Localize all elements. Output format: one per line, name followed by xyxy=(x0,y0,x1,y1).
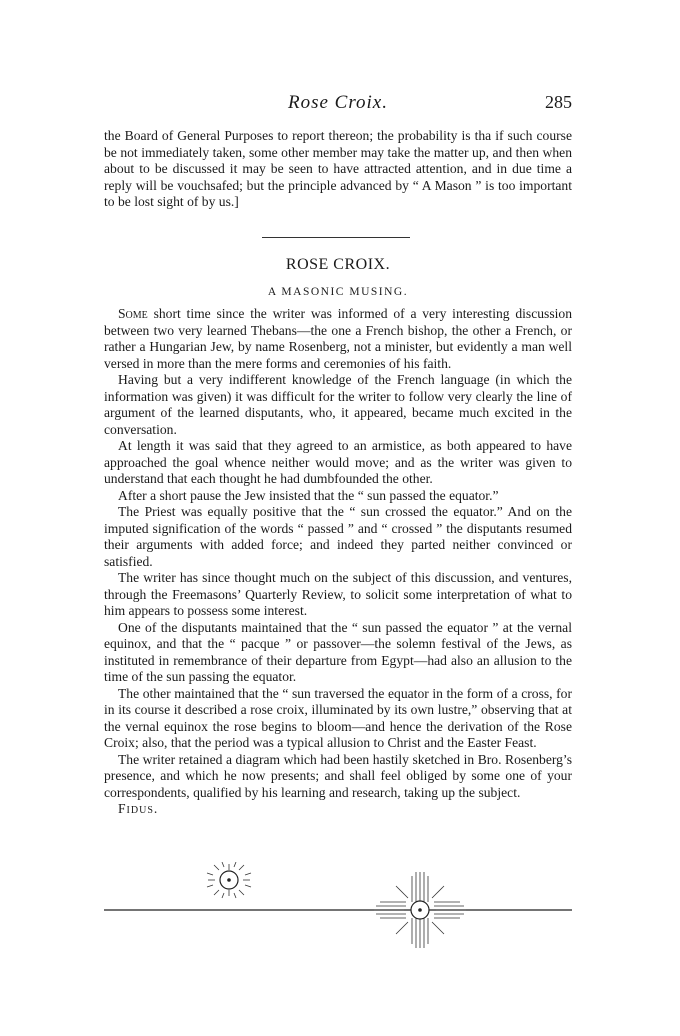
previous-article-end xyxy=(104,128,572,211)
signature: Fidus. xyxy=(118,801,159,816)
sun-crossed-icon xyxy=(374,872,466,948)
page-header xyxy=(104,92,572,116)
article-paragraph: At length it was said that they agreed to an armistice, as both appeared to have approached the goal whence neither would move; and as the writer was given to understand that each thought he had dumbfounded the other. xyxy=(104,438,572,486)
article-paragraph: One of the disputants maintained that the “ sun passed the equator ” at the vernal equinox, and that the “ pacque ” or passover—the solemn festival of the Jews, as instituted in remembrance of their departure from Egypt—had also an allusion to the time of the sun passing the equator. xyxy=(104,619,572,684)
article-body xyxy=(104,306,572,818)
article-paragraph: After a short pause the Jew insisted that the “ sun passed the equator.” xyxy=(118,487,499,503)
previous-article-paragraph: the Board of General Purposes to report thereon; the probability is tha if such course be not immediately taken, some other member may take the matter up, and then when about to be discussed it may be seen to have attracted attention, and in due time a reply will be vouchsafed; but the principle advanced by “ A Mason ” is too important to be lost sight of by us.] xyxy=(104,128,572,209)
drop-word: Some xyxy=(118,306,148,321)
running-title: Rose Croix. xyxy=(287,92,388,113)
article-paragraph: The other maintained that the “ sun traversed the equator in the form of a cross, for in its course it described a rose croix, illuminated by its own lustre,” observing that at the vernal equinox the rose begins to bloom—and hence the derivation of the Rose Croix; also, that the period was a typical allusion to Christ and the Easter Feast. xyxy=(104,685,572,750)
first-paragraph-text: short time since the writer was informed of a very interesting discussion between two very learned Thebans—the one a French bishop, the other a French, or rather a Hungarian Jew, by name Rosenberg, not a minister, but evidently a man well versed in more than the mere forms and ceremonies of his faith. xyxy=(104,306,572,371)
article-title: ROSE CROIX. xyxy=(285,256,391,273)
article-paragraph xyxy=(104,306,572,372)
article-subtitle: A MASONIC MUSING. xyxy=(267,286,409,298)
section-divider xyxy=(262,237,410,238)
article-paragraph: The writer retained a diagram which had been hastily sketched in Bro. Rosenberg’s presence, and which he now presents; and shall feel obliged by some one of your correspondents, qualified by his learning and research, taking up the subject. xyxy=(104,751,572,800)
article-paragraph: Having but a very indifferent knowledge of the French language (in which the information was given) it was difficult for the writer to follow very clearly the line of argument of the learned disputants, who, it appeared, became much excited in the conversation. xyxy=(104,372,572,437)
article-paragraph: The Priest was equally positive that the “ sun crossed the equator.” And on the imputed signification of the words “ passed ” and “ crossed ” the disputants resumed their arguments with added force; and indeed they parted neither convinced or satisfied. xyxy=(104,504,572,569)
page-number: 285 xyxy=(545,92,572,112)
rose-croix-diagram xyxy=(104,862,572,952)
article-paragraph: The writer has since thought much on the subject of this discussion, and ventures, through the Freemasons’ Quarterly Review, to solicit some interpretation of what to him appears to possess some interest. xyxy=(104,570,572,618)
sun-passing-icon xyxy=(207,862,251,898)
